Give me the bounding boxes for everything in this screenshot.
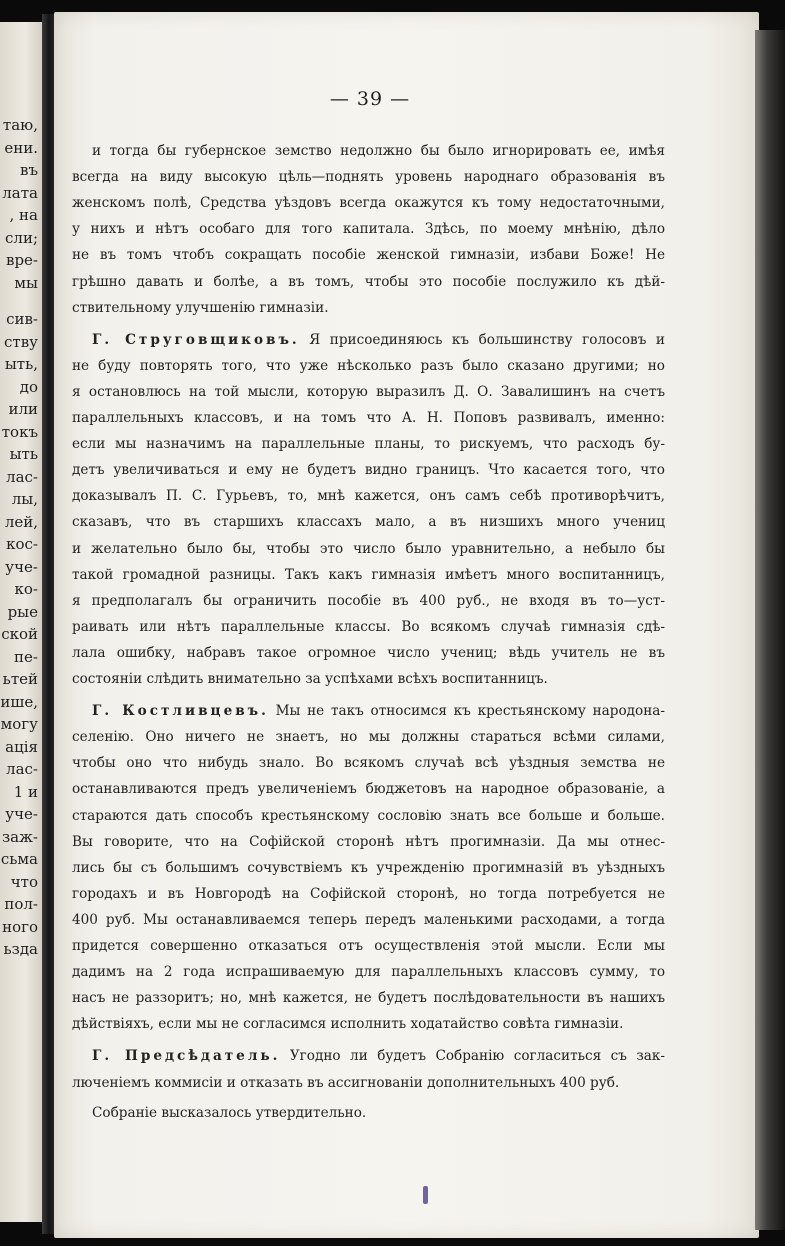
text-line: селенію. Оно ничего не знаетъ, но мы должны стараться всѣми силами, [72,729,665,746]
text-line: женскомъ полѣ, Средства уѣздовъ всегда окажутся къ тому недостаточными, [72,195,665,212]
previous-page-fragment: ьзда [3,940,38,958]
speaker-name: Г. Костливцевъ. [92,703,269,720]
previous-page-fragment: ного [2,917,38,936]
text-line: если мы назначимъ на параллельные планы, то рискуемъ, что расходъ бу- [72,436,665,453]
text-line: придется совершенно отказаться отъ осуществленія этой мысли. Если мы [72,938,665,954]
previous-page-fragment: до [19,377,38,396]
text-line: и желательно было бы, чтобы это число было уравнительно, а небыло бы [72,540,665,557]
previous-page-fragment: сли; [5,228,38,247]
text-line: раивать или нѣтъ параллельные классы. Во всякомъ случаѣ гимназія сдѣ- [72,618,665,635]
previous-page-fragment: сив- [6,310,38,328]
text-line: Собраніе высказалось утвердительно. [92,1104,367,1121]
previous-page-fragment: мы [14,273,38,292]
line-text: Мы не такъ относимся къ крестьянскому народона- [268,703,665,720]
text-line: не буду повторять того, что уже нѣсколько разъ было сказано другими; но [72,357,665,374]
previous-page-fragment: 1 и [13,782,38,801]
previous-page-fragment: ени. [4,138,38,157]
text-line: сказавъ, что въ старшихъ классахъ мало, а въ низшихъ много учениц [72,514,665,531]
speaker-name: Г. Предсѣдатель. [92,1048,281,1065]
line-text: Я присоединяюсь къ большинству голосовъ и [299,331,665,348]
text-line: останавливаются предъ увеличеніемъ бюджетовъ на народное образованіе, а [72,781,665,798]
previous-page-edge [0,22,42,1222]
text-line: дадимъ на 2 года испрашиваемую для параллельныхъ классовъ сумму, то [72,964,665,981]
previous-page-fragment: таю, [2,116,38,134]
text-line: ствительному улучшенію гимназіи. [72,299,329,316]
text-line: люченіемъ коммисіи и отказать въ ассигнованіи дополнительныхъ 400 руб. [72,1074,620,1091]
text-line: городахъ и въ Новгородѣ на Софійской сторонѣ, но тогда потребуется не [72,885,665,902]
text-line: такой громадной разницы. Такъ какъ гимназія имѣетъ много воспитанницъ, [72,566,665,583]
text-line: насъ не раззоритъ; но, мнѣ кажется, не будетъ послѣдовательности въ нашихъ [72,990,665,1007]
previous-page-fragment: ской [1,625,38,643]
text-line: я остановлюсь на той мысли, которую выразилъ Д. О. Завалишинъ на счетъ [72,383,665,400]
previous-page-fragment: могу [0,715,38,733]
previous-page-fragment: или [8,400,38,418]
previous-page-fragment: ству [4,332,38,351]
text-line: чтобы оно что нибудь знало. Во всякомъ случаѣ всѣ уѣздныя земства не [72,755,665,772]
previous-page-fragment: , на [9,206,38,224]
previous-page-fragment: пе- [14,647,38,666]
page-edge-shadow [755,30,785,1230]
previous-page-fragment: ьтей [2,670,38,688]
previous-page-fragment: ко- [14,580,38,598]
text-line: стараются дать способъ крестьянскому сословію знать все больше и больше. [72,807,665,824]
previous-page-fragment: уче- [5,805,38,823]
text-line: доказывалъ П. С. Гурьевъ, то, мнѣ кажется, онъ самъ себѣ противорѣчитъ, [72,488,665,505]
text-line: всегда на виду высокую цѣль—поднять уровень народнаго образованія въ [72,169,665,186]
text-line: лись бы съ большимъ сочувствіемъ къ учрежденію прогимназій въ уѣздныхъ [72,859,665,876]
speaker-name: Г. Струговщиковъ. [92,331,300,348]
previous-page-fragment: лас- [6,760,38,778]
page-number: — 39 — [329,88,411,110]
previous-page-fragment: лей, [4,512,38,531]
ink-mark [423,1186,428,1204]
previous-page-fragment: ація [5,737,38,756]
previous-page-fragment: пол- [4,895,38,913]
previous-page-fragment: ише, [0,692,38,711]
previous-page-fragment: токъ [1,422,38,441]
previous-page-fragment: сьма [0,850,38,868]
previous-page-fragment: что [10,872,38,891]
previous-page-fragment: лас- [6,467,38,486]
text-line: грѣшно давать и болѣе, а въ томъ, чтобы это пособіе послужило къ дѣй- [72,273,665,290]
previous-page-fragment: заж- [2,827,38,846]
text-line: и тогда бы губернское земство недолжно бы было игнорировать ее, имѣя [92,143,665,159]
previous-page-fragment: кос- [6,535,38,553]
text-line: у нихъ и нѣтъ особаго для того капитала. Здѣсь, по моему мнѣнію, дѣло [72,221,665,238]
previous-page-fragment: въ [20,161,38,179]
text-line: детъ увеличиваться и ему не будетъ видно границъ. Что касается того, что [72,462,665,479]
text-line [92,327,665,353]
previous-page-fragment: уче- [5,557,38,576]
text-line [92,1043,665,1069]
text-line: лала ошибку, набравъ такое огромное число учениц; вѣдь учитель не въ [72,644,665,661]
text-line: не въ томъ чтобъ сокращать пособіе женской гимназіи, избави Боже! Не [72,247,665,264]
text-line: 400 руб. Мы останавливаемся теперь передъ маленькими расходами, а тогда [72,911,665,928]
text-line: дѣйствіяхъ, если мы не согласимся исполнить ходатайство совѣта гимназіи. [72,1016,624,1033]
text-line [92,698,665,724]
text-line: я предполагалъ бы ограничить пособіе въ 400 руб., не входя въ то—уст- [72,592,665,609]
text-line: состояніи слѣдить внимательно за успѣхами всѣхъ воспитанницъ. [72,671,548,687]
line-text: Угодно ли будетъ Собранію согласиться съ зак- [280,1048,665,1065]
previous-page-fragment: ыть, [4,355,38,373]
previous-page-fragment: рые [7,602,38,621]
previous-page-fragment: вре- [6,251,38,269]
previous-page-fragment: лата [2,183,38,202]
previous-page-fragment: лы, [11,490,38,508]
text-line: Вы говорите, что на Софійской сторонѣ нѣтъ прогимназіи. Да мы отнес- [72,833,665,850]
text-line: параллельныхъ классовъ, и на томъ что А. Н. Поповъ развивалъ, именно: [72,410,665,426]
previous-page-fragment: ыть [9,445,38,463]
